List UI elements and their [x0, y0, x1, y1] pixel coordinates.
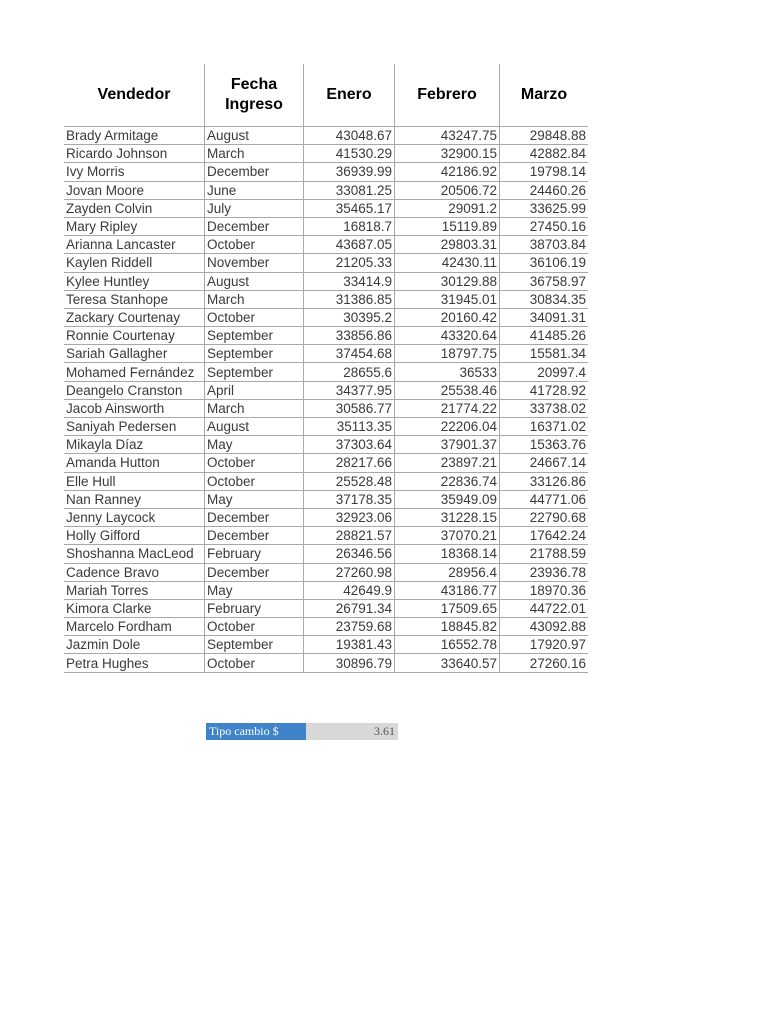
febrero-cell[interactable]: 42186.92 — [395, 163, 500, 181]
fecha-ingreso-cell[interactable]: October — [205, 454, 304, 472]
enero-cell[interactable]: 25528.48 — [304, 472, 395, 490]
marzo-cell[interactable]: 42882.84 — [500, 145, 589, 163]
fecha-ingreso-cell[interactable]: November — [205, 254, 304, 272]
marzo-cell[interactable]: 43092.88 — [500, 618, 589, 636]
fecha-ingreso-cell[interactable]: April — [205, 381, 304, 399]
table-row — [64, 654, 588, 672]
fecha-ingreso-cell[interactable]: March — [205, 399, 304, 417]
table-row — [64, 618, 588, 636]
vendedor-cell[interactable]: Mariah Torres — [64, 581, 205, 599]
table-row — [64, 563, 588, 581]
enero-cell[interactable]: 31386.85 — [304, 290, 395, 308]
table-row — [64, 163, 588, 181]
fecha-ingreso-cell[interactable]: October — [205, 618, 304, 636]
table-row — [64, 527, 588, 545]
enero-cell[interactable]: 35113.35 — [304, 418, 395, 436]
febrero-cell[interactable]: 16552.78 — [395, 636, 500, 654]
fecha-ingreso-cell[interactable]: September — [205, 327, 304, 345]
enero-cell[interactable]: 28217.66 — [304, 454, 395, 472]
enero-cell[interactable]: 41530.29 — [304, 145, 395, 163]
table-row — [64, 490, 588, 508]
vendedor-cell[interactable]: Jenny Laycock — [64, 508, 205, 526]
febrero-cell[interactable]: 20506.72 — [395, 181, 500, 199]
fecha-ingreso-cell[interactable]: August — [205, 127, 304, 145]
enero-cell[interactable]: 30586.77 — [304, 399, 395, 417]
marzo-cell[interactable]: 22790.68 — [500, 508, 589, 526]
exchange-rate-table — [206, 723, 398, 740]
table-row — [64, 272, 588, 290]
vendedor-cell[interactable]: Mikayla Díaz — [64, 436, 205, 454]
enero-cell[interactable]: 33414.9 — [304, 272, 395, 290]
enero-cell[interactable]: 21205.33 — [304, 254, 395, 272]
fecha-ingreso-cell[interactable]: December — [205, 527, 304, 545]
marzo-cell[interactable]: 15581.34 — [500, 345, 589, 363]
marzo-cell[interactable]: 17642.24 — [500, 527, 589, 545]
marzo-cell[interactable]: 33625.99 — [500, 199, 589, 217]
fecha-ingreso-cell[interactable]: October — [205, 654, 304, 672]
marzo-cell[interactable]: 24667.14 — [500, 454, 589, 472]
enero-cell[interactable]: 37178.35 — [304, 490, 395, 508]
fecha-ingreso-cell[interactable]: October — [205, 472, 304, 490]
fecha-ingreso-cell[interactable]: October — [205, 236, 304, 254]
table-row — [64, 236, 588, 254]
marzo-cell[interactable]: 23936.78 — [500, 563, 589, 581]
fecha-ingreso-cell[interactable]: June — [205, 181, 304, 199]
vendedor-cell[interactable]: Zayden Colvin — [64, 199, 205, 217]
table-row — [64, 599, 588, 617]
vendedor-cell[interactable]: Saniyah Pedersen — [64, 418, 205, 436]
enero-cell[interactable]: 28821.57 — [304, 527, 395, 545]
exchange-rate-label[interactable]: Tipo cambio $ — [206, 723, 306, 740]
fecha-ingreso-cell[interactable]: February — [205, 545, 304, 563]
febrero-cell[interactable]: 43247.75 — [395, 127, 500, 145]
febrero-cell[interactable]: 30129.88 — [395, 272, 500, 290]
marzo-cell[interactable]: 44771.06 — [500, 490, 589, 508]
febrero-cell[interactable]: 36533 — [395, 363, 500, 381]
enero-cell[interactable]: 35465.17 — [304, 199, 395, 217]
enero-cell[interactable]: 28655.6 — [304, 363, 395, 381]
vendedor-cell[interactable]: Elle Hull — [64, 472, 205, 490]
marzo-cell[interactable]: 44722.01 — [500, 599, 589, 617]
vendedor-cell[interactable]: Sariah Gallagher — [64, 345, 205, 363]
marzo-cell[interactable]: 41485.26 — [500, 327, 589, 345]
table-row — [64, 254, 588, 272]
febrero-cell[interactable]: 31945.01 — [395, 290, 500, 308]
febrero-cell[interactable]: 35949.09 — [395, 490, 500, 508]
vendedor-cell[interactable]: Nan Ranney — [64, 490, 205, 508]
table-row — [64, 472, 588, 490]
marzo-cell[interactable]: 41728.92 — [500, 381, 589, 399]
febrero-cell[interactable]: 37901.37 — [395, 436, 500, 454]
header-vendedor[interactable]: Vendedor — [97, 86, 171, 103]
marzo-cell[interactable]: 20997.4 — [500, 363, 589, 381]
marzo-cell[interactable]: 36758.97 — [500, 272, 589, 290]
table-row — [64, 345, 588, 363]
table-body — [64, 127, 588, 673]
fecha-ingreso-cell[interactable]: March — [205, 290, 304, 308]
marzo-cell[interactable]: 33738.02 — [500, 399, 589, 417]
fecha-ingreso-cell[interactable]: December — [205, 563, 304, 581]
fecha-ingreso-cell[interactable]: May — [205, 436, 304, 454]
febrero-cell[interactable]: 20160.42 — [395, 308, 500, 326]
enero-cell[interactable]: 26791.34 — [304, 599, 395, 617]
fecha-ingreso-cell[interactable]: December — [205, 163, 304, 181]
fecha-ingreso-cell[interactable]: March — [205, 145, 304, 163]
fecha-ingreso-cell[interactable]: February — [205, 599, 304, 617]
febrero-cell[interactable]: 23897.21 — [395, 454, 500, 472]
fecha-ingreso-cell[interactable]: July — [205, 199, 304, 217]
table-row — [64, 581, 588, 599]
enero-cell[interactable]: 27260.98 — [304, 563, 395, 581]
header-fecha-ingreso[interactable]: Fecha Ingreso — [205, 64, 304, 127]
enero-cell[interactable]: 32923.06 — [304, 508, 395, 526]
febrero-cell[interactable]: 28956.4 — [395, 563, 500, 581]
fecha-ingreso-cell[interactable]: October — [205, 308, 304, 326]
header-febrero[interactable]: Febrero — [395, 64, 500, 127]
marzo-cell[interactable]: 29848.88 — [500, 127, 589, 145]
vendedor-cell[interactable]: Teresa Stanhope — [64, 290, 205, 308]
fecha-ingreso-cell[interactable]: May — [205, 581, 304, 599]
vendedor-cell[interactable]: Arianna Lancaster — [64, 236, 205, 254]
enero-cell[interactable]: 23759.68 — [304, 618, 395, 636]
marzo-cell[interactable]: 21788.59 — [500, 545, 589, 563]
marzo-cell[interactable]: 18970.36 — [500, 581, 589, 599]
febrero-cell[interactable]: 42430.11 — [395, 254, 500, 272]
vendedor-cell[interactable]: Jazmin Dole — [64, 636, 205, 654]
marzo-cell[interactable]: 24460.26 — [500, 181, 589, 199]
header-row — [64, 64, 588, 127]
marzo-cell[interactable]: 34091.31 — [500, 308, 589, 326]
table-row — [64, 145, 588, 163]
febrero-cell[interactable]: 18845.82 — [395, 618, 500, 636]
table-row — [64, 290, 588, 308]
marzo-cell[interactable]: 17920.97 — [500, 636, 589, 654]
fecha-ingreso-cell[interactable]: December — [205, 508, 304, 526]
fecha-ingreso-cell[interactable]: September — [205, 345, 304, 363]
febrero-cell[interactable]: 25538.46 — [395, 381, 500, 399]
vendedor-cell[interactable]: Jovan Moore — [64, 181, 205, 199]
febrero-cell[interactable]: 31228.15 — [395, 508, 500, 526]
vendedor-cell[interactable]: Holly Gifford — [64, 527, 205, 545]
enero-cell[interactable]: 42649.9 — [304, 581, 395, 599]
sales-table — [64, 64, 588, 673]
enero-cell[interactable]: 36939.99 — [304, 163, 395, 181]
enero-cell[interactable]: 43687.05 — [304, 236, 395, 254]
table-row — [64, 436, 588, 454]
febrero-cell[interactable]: 43186.77 — [395, 581, 500, 599]
table-row — [64, 381, 588, 399]
table-row — [64, 399, 588, 417]
marzo-cell[interactable]: 27450.16 — [500, 217, 589, 235]
table-row — [64, 454, 588, 472]
vendedor-cell[interactable]: Kimora Clarke — [64, 599, 205, 617]
header-enero[interactable]: Enero — [304, 64, 395, 127]
vendedor-cell[interactable]: Shoshanna MacLeod — [64, 545, 205, 563]
febrero-cell[interactable]: 18797.75 — [395, 345, 500, 363]
marzo-cell[interactable]: 36106.19 — [500, 254, 589, 272]
fecha-ingreso-cell[interactable]: September — [205, 363, 304, 381]
febrero-cell[interactable]: 37070.21 — [395, 527, 500, 545]
fecha-ingreso-cell[interactable]: August — [205, 418, 304, 436]
febrero-cell[interactable]: 17509.65 — [395, 599, 500, 617]
enero-cell[interactable]: 34377.95 — [304, 381, 395, 399]
vendedor-cell[interactable]: Mohamed Fernández — [64, 363, 205, 381]
header-marzo[interactable]: Marzo — [500, 64, 589, 127]
vendedor-cell[interactable]: Marcelo Fordham — [64, 618, 205, 636]
enero-cell[interactable]: 26346.56 — [304, 545, 395, 563]
table-row — [64, 363, 588, 381]
vendedor-cell[interactable]: Mary Ripley — [64, 217, 205, 235]
enero-cell[interactable]: 37303.64 — [304, 436, 395, 454]
marzo-cell[interactable]: 16371.02 — [500, 418, 589, 436]
table-row — [64, 217, 588, 235]
vendedor-cell[interactable]: Brady Armitage — [64, 127, 205, 145]
enero-cell[interactable]: 30395.2 — [304, 308, 395, 326]
febrero-cell[interactable]: 29091.2 — [395, 199, 500, 217]
vendedor-cell[interactable]: Amanda Hutton — [64, 454, 205, 472]
table-row — [64, 308, 588, 326]
enero-cell[interactable]: 43048.67 — [304, 127, 395, 145]
febrero-cell[interactable]: 43320.64 — [395, 327, 500, 345]
table-row — [64, 545, 588, 563]
marzo-cell[interactable]: 30834.35 — [500, 290, 589, 308]
febrero-cell[interactable]: 33640.57 — [395, 654, 500, 672]
febrero-cell[interactable]: 29803.31 — [395, 236, 500, 254]
marzo-cell[interactable]: 19798.14 — [500, 163, 589, 181]
table-row — [64, 127, 588, 145]
marzo-cell[interactable]: 38703.84 — [500, 236, 589, 254]
table-row — [64, 508, 588, 526]
fecha-ingreso-cell[interactable]: September — [205, 636, 304, 654]
enero-cell[interactable]: 16818.7 — [304, 217, 395, 235]
table-row — [64, 199, 588, 217]
enero-cell[interactable]: 37454.68 — [304, 345, 395, 363]
marzo-cell[interactable]: 27260.16 — [500, 654, 589, 672]
enero-cell[interactable]: 33856.86 — [304, 327, 395, 345]
febrero-cell[interactable]: 15119.89 — [395, 217, 500, 235]
table-row — [64, 181, 588, 199]
febrero-cell[interactable]: 18368.14 — [395, 545, 500, 563]
vendedor-cell[interactable]: Cadence Bravo — [64, 563, 205, 581]
febrero-cell[interactable]: 32900.15 — [395, 145, 500, 163]
marzo-cell[interactable]: 15363.76 — [500, 436, 589, 454]
vendedor-cell[interactable]: Ricardo Johnson — [64, 145, 205, 163]
vendedor-cell[interactable]: Jacob Ainsworth — [64, 399, 205, 417]
febrero-cell[interactable]: 22836.74 — [395, 472, 500, 490]
table-row — [64, 636, 588, 654]
vendedor-cell[interactable]: Deangelo Cranston — [64, 381, 205, 399]
enero-cell[interactable]: 33081.25 — [304, 181, 395, 199]
enero-cell[interactable]: 19381.43 — [304, 636, 395, 654]
table-row — [64, 418, 588, 436]
fecha-ingreso-cell[interactable]: December — [205, 217, 304, 235]
marzo-cell[interactable]: 33126.86 — [500, 472, 589, 490]
vendedor-cell[interactable]: Petra Hughes — [64, 654, 205, 672]
enero-cell[interactable]: 30896.79 — [304, 654, 395, 672]
febrero-cell[interactable]: 21774.22 — [395, 399, 500, 417]
vendedor-cell[interactable]: Kylee Huntley — [64, 272, 205, 290]
fecha-ingreso-cell[interactable]: August — [205, 272, 304, 290]
exchange-rate-value[interactable]: 3.61 — [306, 723, 398, 740]
table-row — [64, 327, 588, 345]
febrero-cell[interactable]: 22206.04 — [395, 418, 500, 436]
fecha-ingreso-cell[interactable]: May — [205, 490, 304, 508]
vendedor-cell[interactable]: Kaylen Riddell — [64, 254, 205, 272]
vendedor-cell[interactable]: Ronnie Courtenay — [64, 327, 205, 345]
vendedor-cell[interactable]: Zackary Courtenay — [64, 308, 205, 326]
vendedor-cell[interactable]: Ivy Morris — [64, 163, 205, 181]
